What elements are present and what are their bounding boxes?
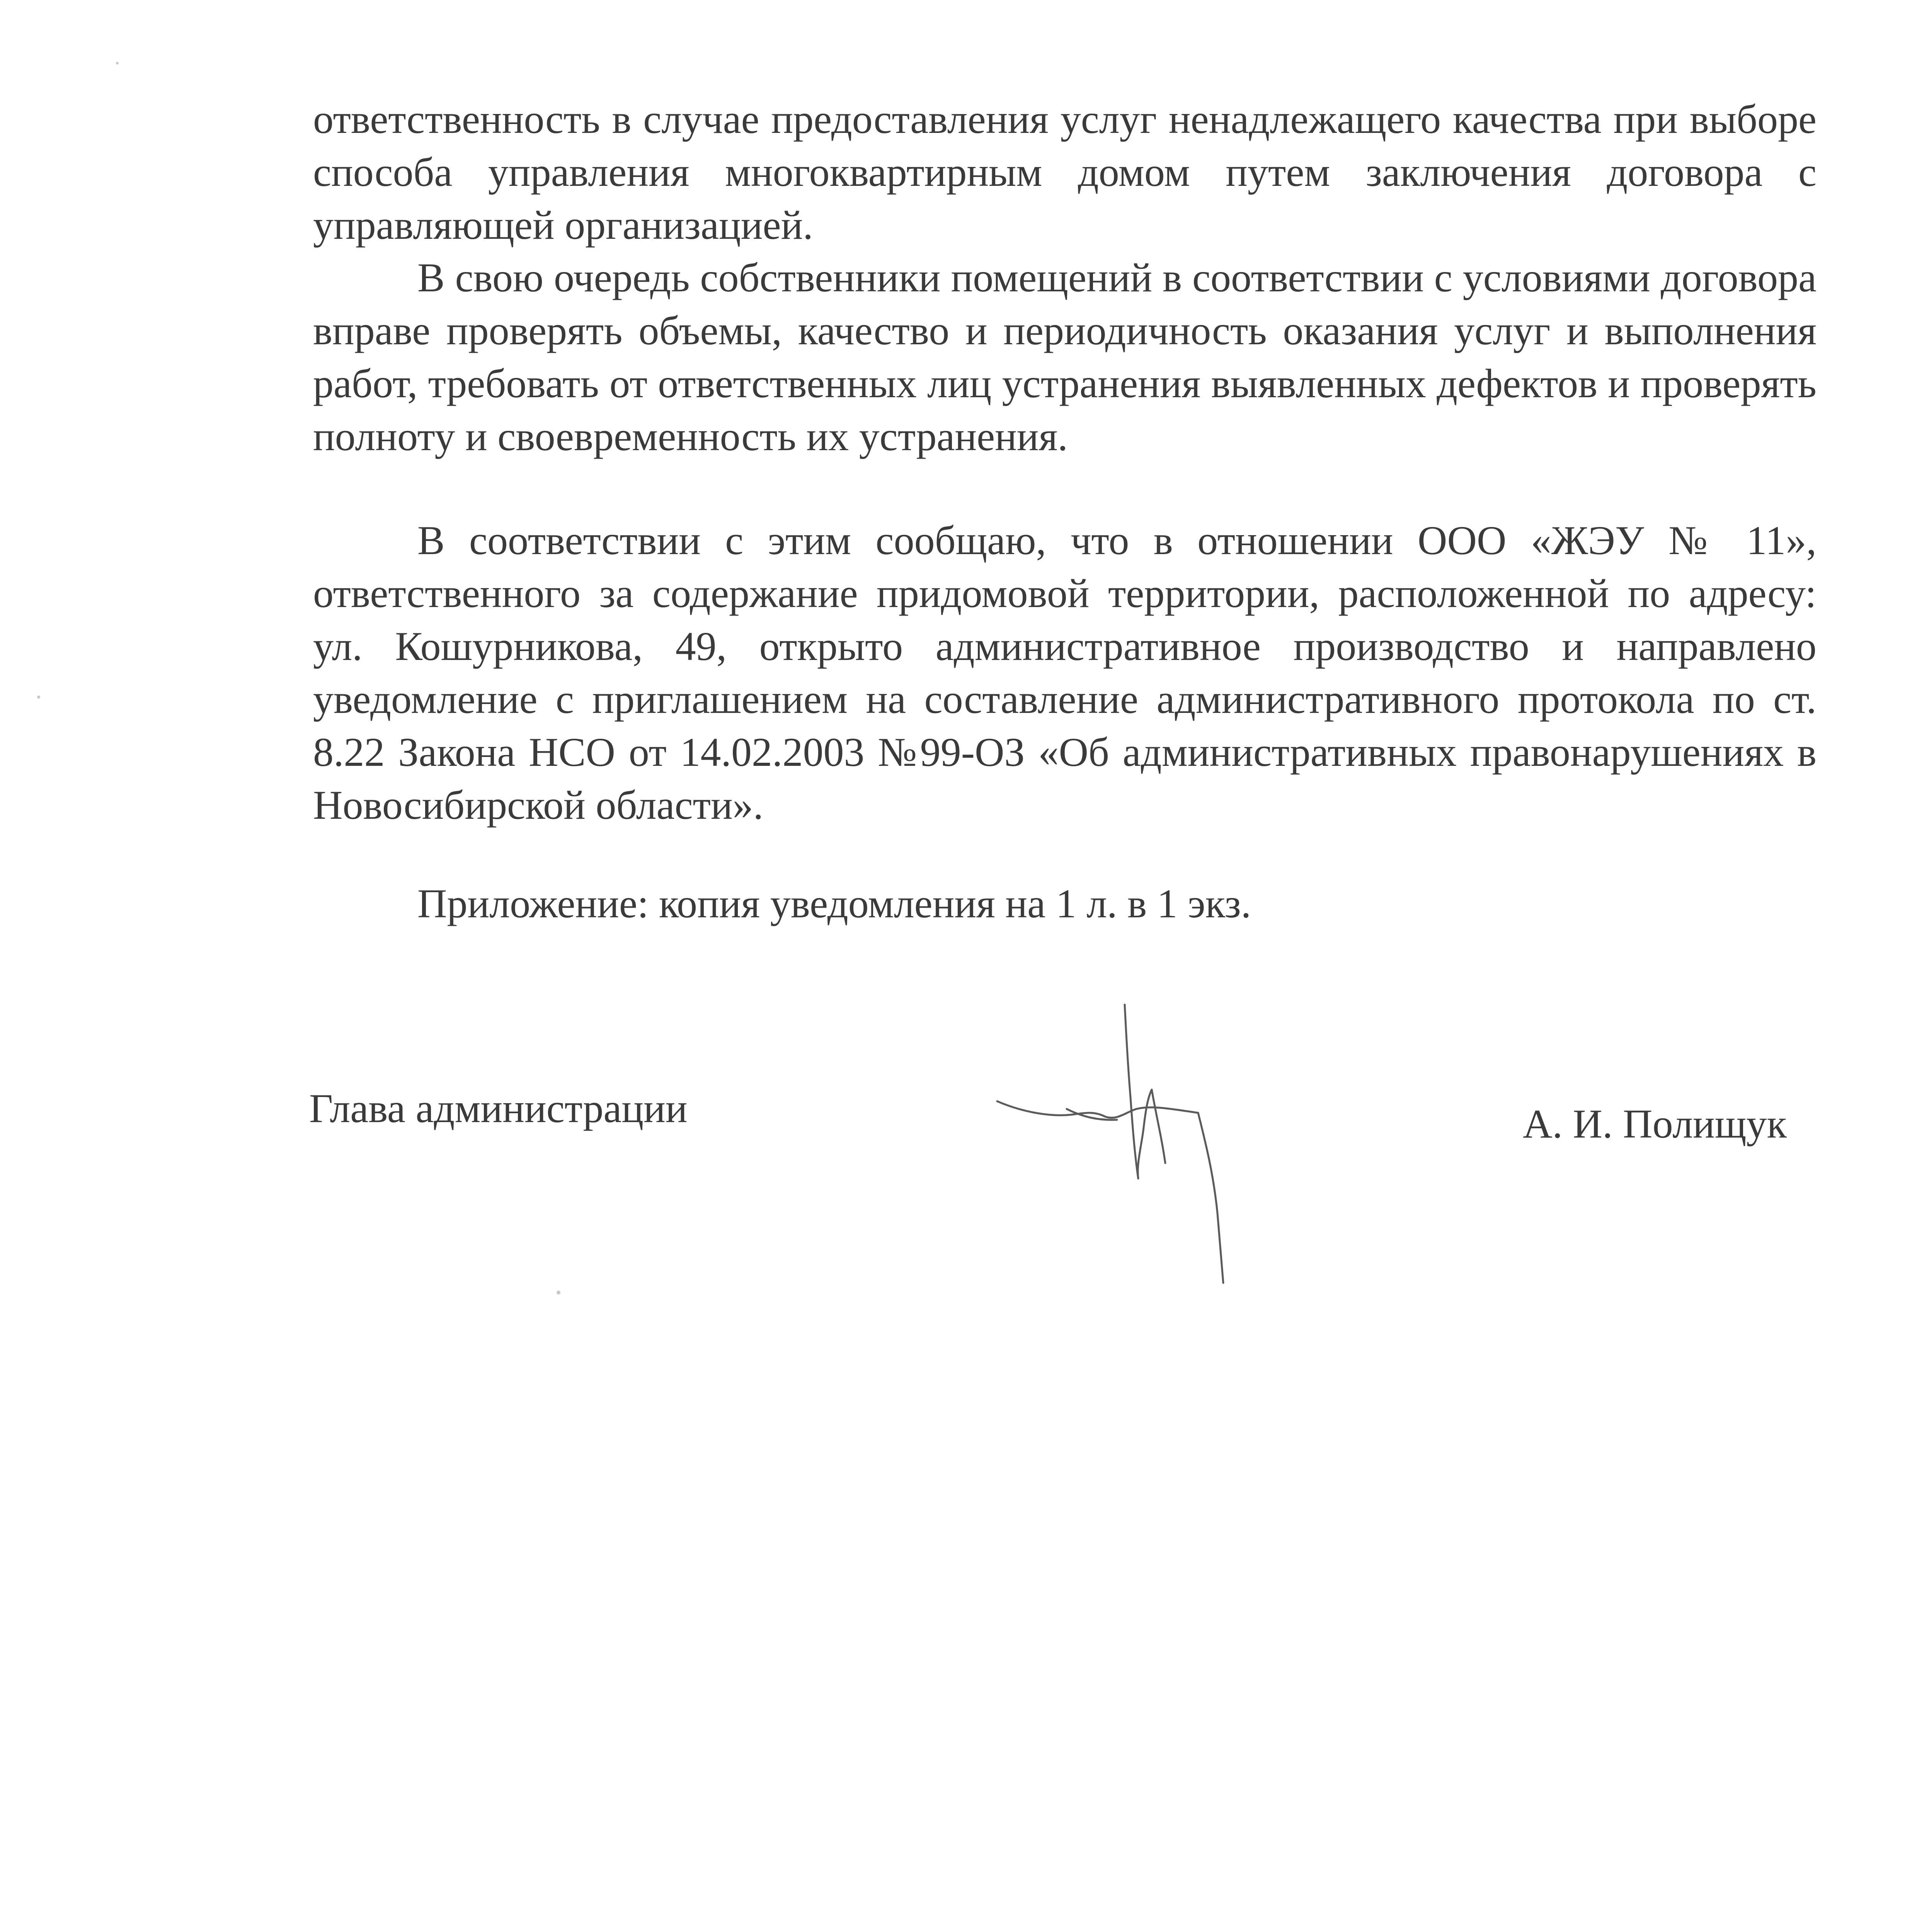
signatory-position: Глава администрации <box>309 1086 688 1131</box>
attachment-note: Приложение: копия уведомления на 1 л. в 1 экз. <box>417 881 1251 926</box>
scan-speck <box>116 62 119 65</box>
signatory-name: А. И. Полищук <box>1523 1101 1787 1146</box>
handwritten-signature-icon <box>989 997 1283 1291</box>
paragraph-administrative-proceeding: В соответствии с этим сообщаю, что в отношении ООО «ЖЭУ № 11», ответственного за содержание придомовой территории, расположенной по адресу: ул. Кошурникова, 49, открыто административное производство и направлено уведомление с приглашением на составление административного протокола по ст. 8.22 Закона НСО от 14.02.2003 №99-ОЗ «Об административных правонарушениях в Новосибирской области». <box>313 518 1817 828</box>
scan-speck <box>557 1291 560 1294</box>
scan-speck <box>37 696 40 699</box>
paragraph-responsibility: ответственность в случае предоставления услуг ненадлежащего качества при выборе способа управления многоквартирным домом путем заключения договора с управляющей организацией. <box>313 97 1817 248</box>
paragraph-owners-rights: В свою очередь собственники помещений в соответствии с условиями договора вправе проверять объемы, качество и периодичность оказания услуг и выполнения работ, требовать от ответственных лиц устранения выявленных дефектов и проверять полноту и своевременность их устранения. <box>313 255 1817 459</box>
